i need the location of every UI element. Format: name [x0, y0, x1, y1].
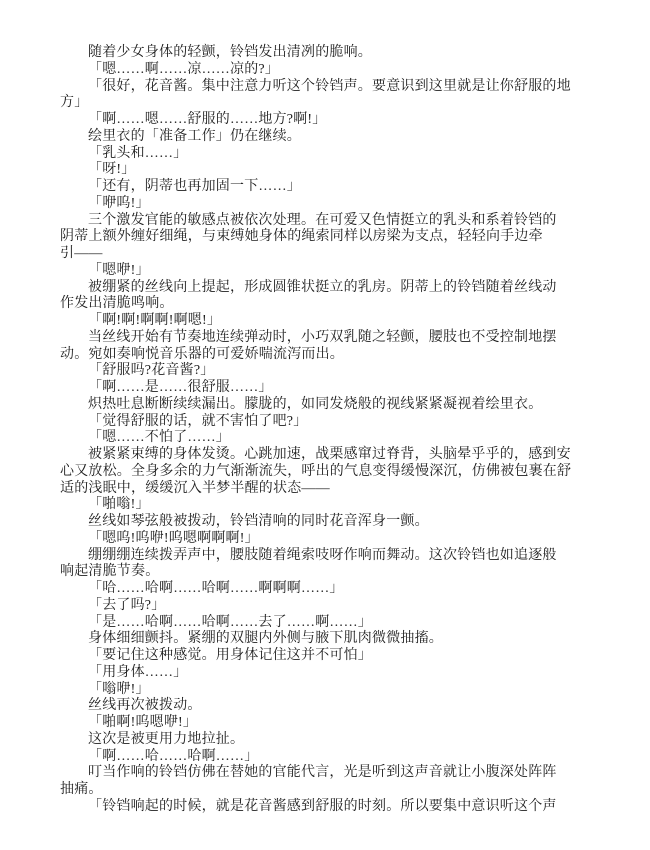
text-line: 随着少女身体的轻颤，铃铛发出清冽的脆响。 — [88, 45, 372, 60]
text-line: 「舒服吗?花音酱?」 — [88, 363, 215, 379]
text-line: 「啪啊!呜嗯咿!」 — [88, 715, 198, 730]
text-line: 「嗯……啊……凉……凉的?」 — [88, 61, 280, 77]
text-line: 「还有，阴蒂也再加固一下……」 — [88, 179, 301, 194]
text-line: 「铃铛响起的时候，就是花音酱感到舒服的时刻。所以要集中意识听这个声 — [88, 798, 557, 814]
text-line: 引—— — [60, 246, 103, 261]
text-line: 「嗡咿!」 — [88, 681, 150, 697]
text-line: 「是……哈啊……哈啊……去了……啊……」 — [88, 614, 372, 630]
text-line: 「啊……哈……哈啊……」 — [88, 748, 259, 764]
text-line: 三个激发官能的敏感点被依次处理。在可爱又色情挺立的乳头和系着铃铛的 — [88, 212, 557, 228]
text-line: 「啪嗡!」 — [88, 497, 150, 513]
text-line: 适的浅眠中，缓缓沉入半梦半醒的状态—— — [60, 480, 330, 496]
text-line: 丝线再次被拨动。 — [88, 698, 202, 714]
text-line: 「啊……是……很舒服……」 — [88, 380, 273, 395]
text-line: 心又放松。全身多余的力气渐渐流失，呼出的气息变得缓慢深沉，仿佛被包裹在舒 — [60, 463, 572, 479]
text-line: 「嗯……不怕了……」 — [88, 430, 230, 446]
text-line: 作发出清脆鸣响。 — [60, 296, 174, 312]
text-line: 动。宛如奏响悦音乐器的可爱娇喘流泻而出。 — [60, 346, 344, 362]
text-line: 身体细细颤抖。紧绷的双腿内外侧与腋下肌肉微微抽搐。 — [88, 631, 443, 647]
text-line: 「乳头和……」 — [88, 145, 188, 161]
text-line: 叮当作响的铃铛仿佛在替她的官能代言，光是听到这声音就让小腹深处阵阵 — [88, 765, 557, 781]
text-line: 方」 — [60, 95, 89, 111]
text-line: 「要记住这种感觉。用身体记住这并不可怕」 — [88, 648, 372, 663]
text-line: 「啊!啊!啊啊!啊嗯!」 — [88, 313, 222, 328]
text-line: 被绷紧的丝线向上提起，形成圆锥状挺立的乳房。阴蒂上的铃铛随着丝线动 — [88, 279, 557, 295]
text-line: 「哈……哈啊……哈啊……啊啊啊……」 — [88, 581, 344, 596]
text-line: 「很好，花音酱。集中注意力听这个铃铛声。要意识到这里就是让你舒服的地 — [88, 78, 571, 94]
text-line: 「咿呜!」 — [88, 195, 150, 211]
text-line: 「啊……嗯……舒服的……地方?啊!」 — [88, 112, 327, 127]
text-line: 「觉得舒服的话，就不害怕了吧?」 — [88, 413, 308, 429]
text-line: 被紧紧束缚的身体发烫。心跳加速，战栗感窜过脊背，头脑晕乎乎的，感到安 — [88, 447, 571, 462]
page-text-block — [60, 45, 594, 816]
text-line: 炽热吐息断断续续漏出。朦胧的，如同发烧般的视线紧紧凝视着绘里衣。 — [88, 396, 543, 412]
text-line: 绷绷绷连续拨弄声中，腰肢随着绳索吱呀作响而舞动。这次铃铛也如追逐般 — [88, 547, 557, 563]
text-line: 抽痛。 — [60, 782, 103, 797]
text-line: 丝线如琴弦般被拨动，铃铛清响的同时花音浑身一颤。 — [88, 514, 429, 529]
text-line: 「呀!」 — [88, 162, 136, 178]
text-line: 这次是被更用力地拉扯。 — [88, 731, 245, 747]
text-line: 「用身体……」 — [88, 664, 188, 680]
text-line: 当丝线开始有节奏地连续弹动时，小巧双乳随之轻颤，腰肢也不受控制地摆 — [88, 329, 557, 345]
text-line: 绘里衣的「准备工作」仍在继续。 — [88, 128, 301, 144]
text-line: 「嗯呜!呜咿!呜嗯啊啊啊!」 — [88, 530, 259, 546]
text-line: 阴蒂上额外缠好细绳，与束缚她身体的绳索同样以房梁为支点，轻轻向手边牵 — [60, 229, 543, 245]
text-line: 「嗯咿!」 — [88, 262, 150, 278]
text-line: 「去了吗?」 — [88, 597, 166, 613]
text-line: 响起清脆节奏。 — [60, 564, 160, 580]
